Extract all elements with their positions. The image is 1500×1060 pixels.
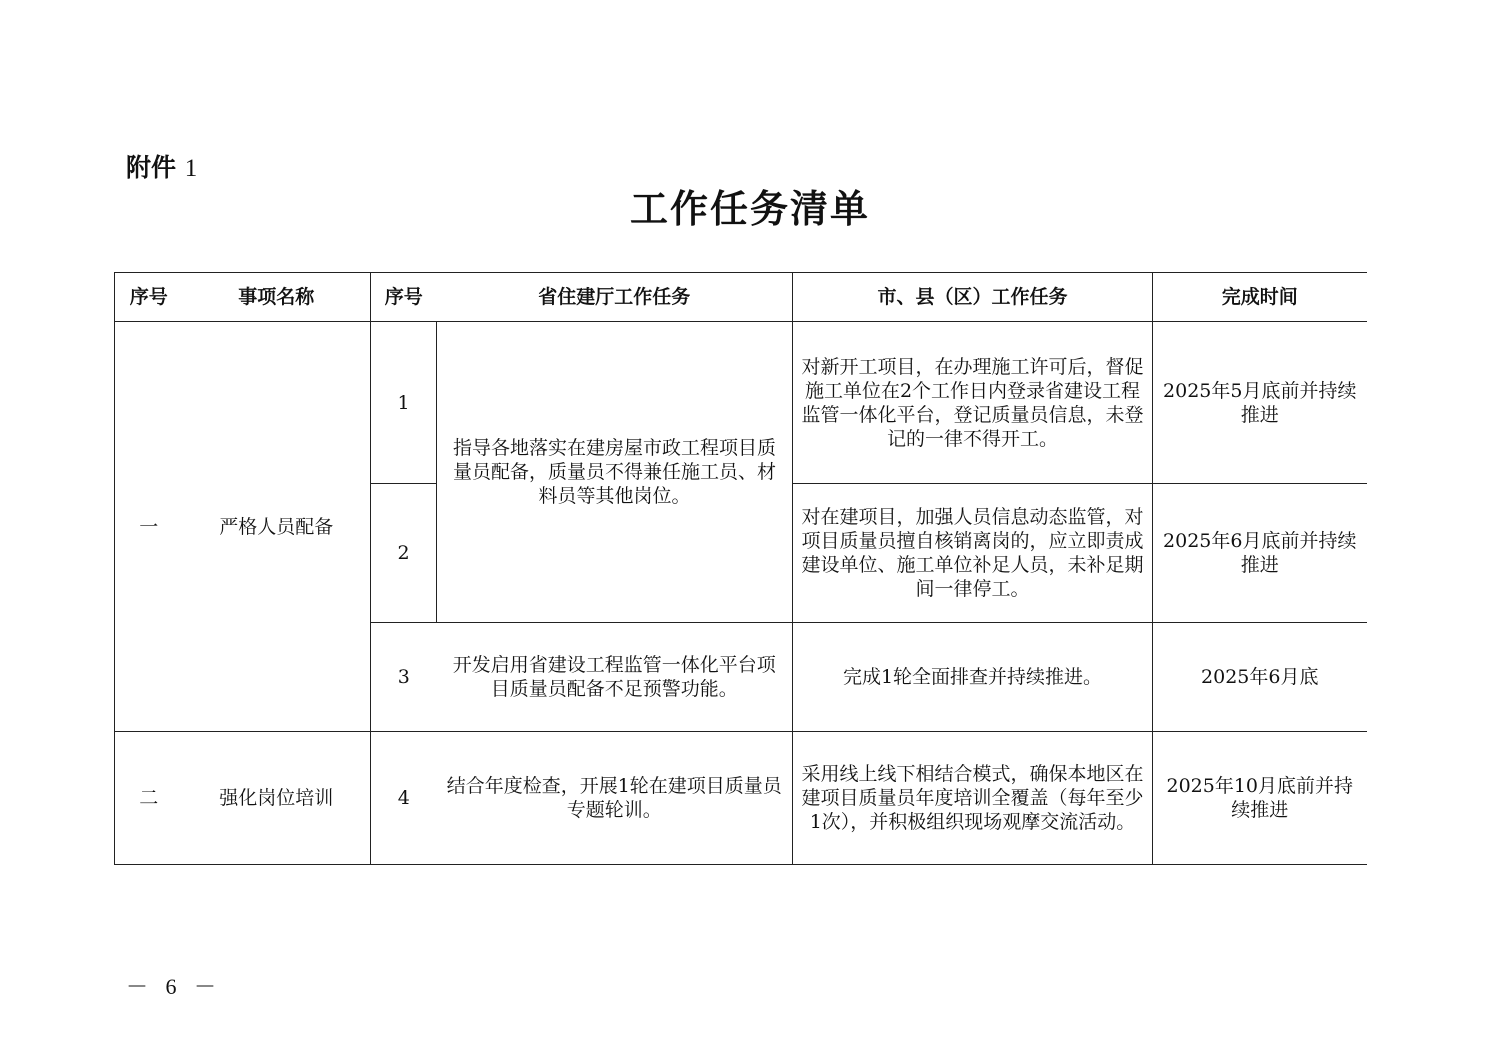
task-no: 3 [371, 623, 437, 732]
task-no: 4 [371, 732, 437, 865]
group-seq: 二 [115, 732, 183, 865]
attachment-text: 附件 [126, 153, 177, 182]
table-header-row [115, 273, 1367, 322]
city-task: 完成1轮全面排查并持续推进。 [793, 623, 1153, 732]
task-no: 2 [371, 484, 437, 623]
province-task: 指导各地落实在建房屋市政工程项目质量员配备，质量员不得兼任施工员、材料员等其他岗位。 [437, 322, 793, 623]
task-table [114, 272, 1367, 865]
city-task: 对在建项目，加强人员信息动态监管，对项目质量员擅自核销离岗的，应立即责成建设单位、施工单位补足人员，未补足期间一律停工。 [793, 484, 1153, 623]
province-task: 开发启用省建设工程监管一体化平台项目质量员配备不足预警功能。 [437, 623, 793, 732]
attachment-number: 1 [184, 155, 198, 182]
header-city-task: 市、县（区）工作任务 [793, 273, 1153, 322]
task-no: 1 [371, 322, 437, 484]
deadline: 2025年6月底前并持续推进 [1153, 484, 1367, 623]
deadline: 2025年10月底前并持续推进 [1153, 732, 1367, 865]
group-seq: 一 [115, 322, 183, 732]
table-row [115, 322, 1367, 484]
city-task: 对新开工项目，在办理施工许可后，督促施工单位在2个工作日内登录省建设工程监管一体化平台，登记质量员信息，未登记的一律不得开工。 [793, 322, 1153, 484]
header-deadline: 完成时间 [1153, 273, 1367, 322]
page-number: － 6 － [126, 974, 223, 999]
deadline: 2025年5月底前并持续推进 [1153, 322, 1367, 484]
header-item-name: 事项名称 [183, 273, 371, 322]
group-name: 强化岗位培训 [183, 732, 371, 865]
header-task-no: 序号 [371, 273, 437, 322]
header-seq: 序号 [115, 273, 183, 322]
page-title: 工作任务清单 [629, 187, 870, 231]
header-province-task: 省住建厅工作任务 [437, 273, 793, 322]
province-task: 结合年度检查，开展1轮在建项目质量员专题轮训。 [437, 732, 793, 865]
table-row [115, 732, 1367, 865]
city-task: 采用线上线下相结合模式，确保本地区在建项目质量员年度培训全覆盖（每年至少1次），并积极组织现场观摩交流活动。 [793, 732, 1153, 865]
deadline: 2025年6月底 [1153, 623, 1367, 732]
group-name: 严格人员配备 [183, 322, 371, 732]
